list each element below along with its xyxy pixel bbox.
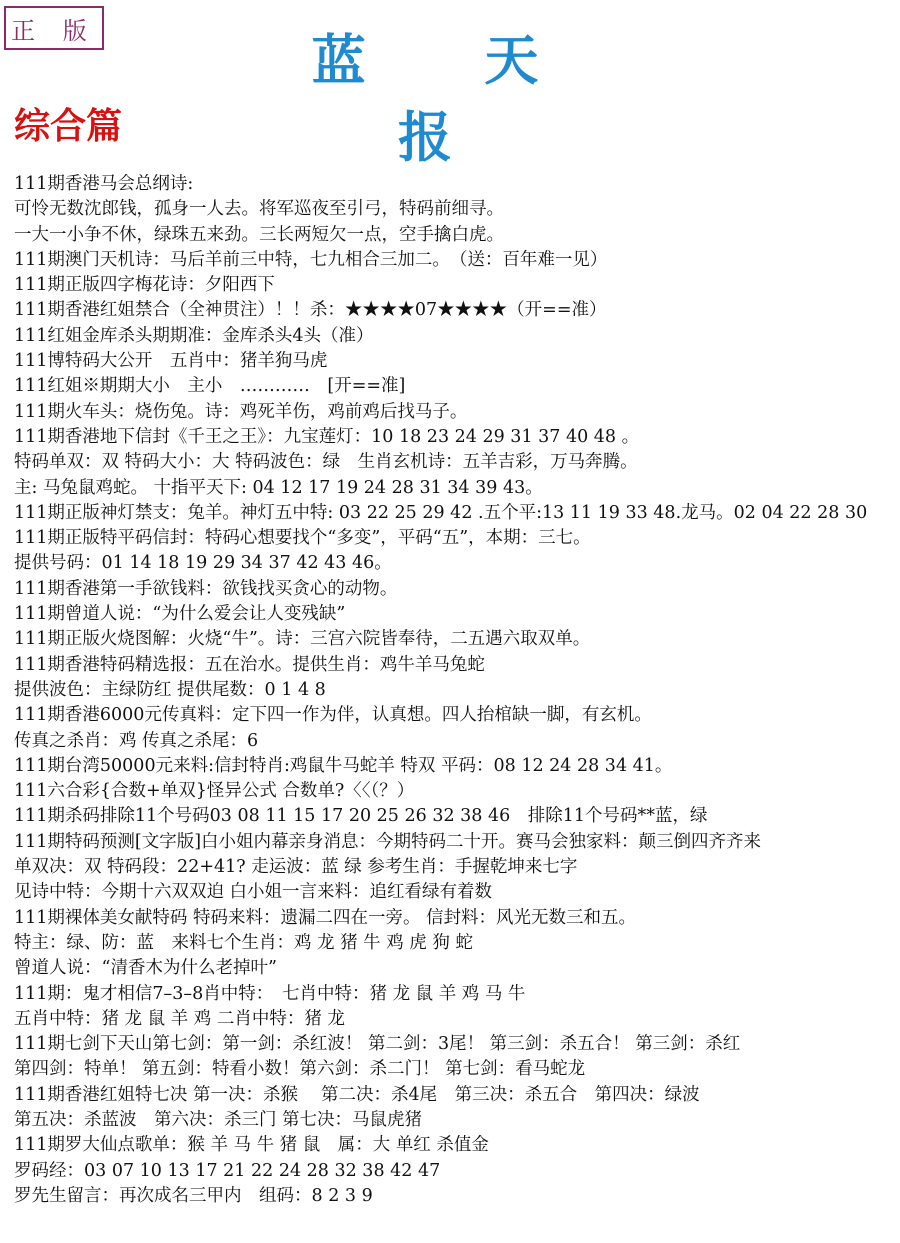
text-line: 111期香港地下信封《千王之王》：九宝莲灯：10 18 23 24 29 31 37 40 48 。 — [14, 426, 640, 447]
edition-badge: 正 版 — [4, 6, 104, 50]
text-line: 111红姐金库杀头期期准：金库杀头4头（准） — [14, 325, 374, 346]
text-line: 111期澳门天机诗：马后羊前三中特，七九相合三加二。 （送：百年难一见） — [14, 249, 608, 270]
page-title: 蓝 天 报 — [311, 28, 589, 169]
text-line: 111期曾道人说：“为什么爱会让人变残缺” — [14, 604, 346, 625]
text-line: 111期七剑下天山第七剑：第一剑：杀红波！ 第二剑：3尾！ 第三剑：杀五合！ 第三剑：杀红 — [14, 1034, 741, 1055]
text-line: 111期：鬼才相信7–3–8肖中特： 七肖中特：猪 龙 鼠 羊 鸡 马 牛 — [14, 983, 526, 1004]
text-line: 第五决：杀蓝波 第六决：杀三门 第七决：马鼠虎猪 — [14, 1109, 423, 1130]
text-line: 第四剑：特单！ 第五剑：特看小数！第六剑：杀二门！ 第七剑：看马蛇龙 — [14, 1059, 586, 1080]
text-line: 111期正版神灯禁支：兔羊。神灯五中特: 03 22 25 29 42 .五个平:13 11 19 33 48.龙马。02 04 22 28 30 — [14, 502, 868, 523]
text-line: 罗先生留言：再次成名三甲内 组码：8 2 3 9 — [14, 1185, 373, 1206]
text-line: 见诗中特：今期十六双双迫 白小姐一言来料：追红看绿有着数 — [14, 882, 493, 903]
text-line: 111六合彩{合数+单双}怪异公式 合数单?〈〈（？） — [14, 781, 415, 802]
text-line: 111期正版四字梅花诗：夕阳西下 — [14, 275, 275, 296]
text-line: 111期特码预测[文字版]白小姐内幕亲身消息：今期特码二十开。赛马会独家料：颠三倒四齐齐来 — [14, 831, 762, 852]
text-line: 111期台湾50000元来料:信封特肖:鸡鼠牛马蛇羊 特双 平码：08 12 24 28 34 41。 — [14, 755, 673, 776]
text-line: 罗码经：03 07 10 13 17 21 22 24 28 32 38 42 47 — [14, 1160, 441, 1181]
text-line: 提供波色：主绿防红 提供尾数：0 1 4 8 — [14, 679, 326, 700]
text-line: 111期罗大仙点歌单：猴 羊 马 牛 猪 鼠 属：大 单红 杀值金 — [14, 1135, 489, 1156]
text-line: 111期正版特平码信封：特码心想要找个“多变”，平码“五”，本期：三七。 — [14, 528, 591, 549]
text-line: 提供号码：01 14 18 19 29 34 37 42 43 46。 — [14, 553, 392, 574]
text-line: 主: 马兔鼠鸡蛇。 十指平天下: 04 12 17 19 24 28 31 34 39 43。 — [14, 477, 543, 498]
text-line: 111期香港6000元传真料：定下四一作为伴，认真想。四人抬棺缺一脚，有玄机。 — [14, 705, 652, 726]
text-line: 111期杀码排除11个号码03 08 11 15 17 20 25 26 32 38 46 排除11个号码**蓝，绿 — [14, 806, 708, 827]
text-line: 111期香港特码精选报：五在治水。提供生肖：鸡牛羊马兔蛇 — [14, 654, 485, 675]
text-line: 一大一小争不休，绿珠五来劲。三长两短欠一点，空手擒白虎。 — [14, 224, 504, 245]
section-heading: 综合篇 — [14, 105, 123, 147]
text-line: 111期火车头：烧伤兔。诗：鸡死羊伤，鸡前鸡后找马子。 — [14, 401, 468, 422]
text-line: 111期香港红姐特七决 第一决：杀猴 第二决：杀4尾 第三决：杀五合 第四决：绿波 — [14, 1084, 700, 1105]
text-line: 特主：绿、防：蓝 来料七个生肖：鸡 龙 猪 牛 鸡 虎 狗 蛇 — [14, 932, 473, 953]
text-line: 可怜无数沈郎钱，孤身一人去。将军巡夜至引弓，特码前细寻。 — [14, 199, 504, 220]
text-line: 111红姐※期期大小 主小 ………… [开==准] — [14, 376, 406, 397]
text-line: 111期香港马会总纲诗: — [14, 174, 194, 194]
text-line: 五肖中特：猪 龙 鼠 羊 鸡 二肖中特：猪 龙 — [14, 1008, 345, 1029]
text-line: 曾道人说：“清香木为什么老掉叶” — [14, 958, 277, 979]
text-line: 111博特码大公开 五肖中：猪羊狗马虎 — [14, 351, 328, 372]
article-body — [14, 172, 898, 1209]
text-line: 特码单双：双 特码大小：大 特码波色：绿 生肖玄机诗：五羊吉彩，万马奔腾。 — [14, 452, 638, 473]
text-line: 111期香港第一手欲钱料：欲钱找买贪心的动物。 — [14, 578, 398, 599]
text-line: 111期正版火烧图解：火烧“牛”。诗：三宫六院皆奉待，二五遇六取双单。 — [14, 629, 591, 650]
text-line: 单双决：双 特码段：22+41? 走运波：蓝 绿 参考生肖：手握乾坤来七字 — [14, 857, 578, 878]
text-line: 111期香港红姐禁合（全神贯注）！！杀：★★★★07★★★★（开==准） — [14, 300, 607, 321]
text-line: 111期裸体美女献特码 特码来料：遗漏二四在一旁。 信封料：风光无数三和五。 — [14, 907, 637, 928]
text-line: 传真之杀肖：鸡 传真之杀尾：6 — [14, 730, 259, 751]
